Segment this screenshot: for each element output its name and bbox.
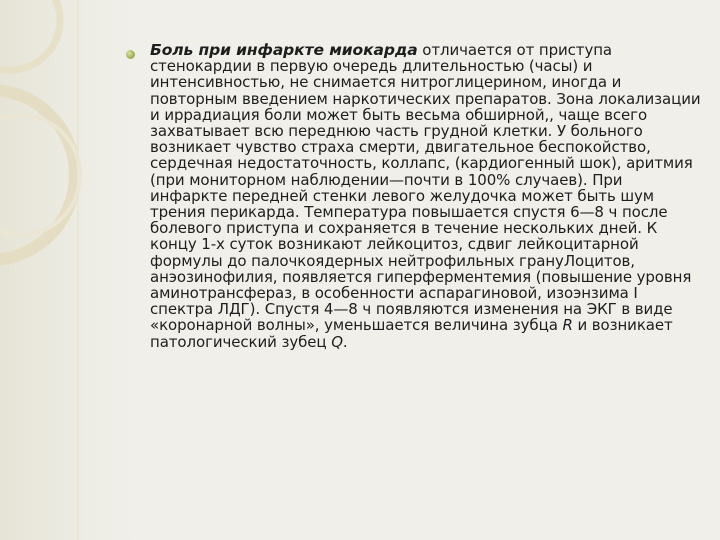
body-text-part2: и возникает патологический зубец [150,316,673,351]
lead-phrase: Боль при инфаркте миокарда [150,41,418,59]
q-wave-letter: Q [331,332,343,351]
body-text-end: . [342,332,348,351]
bullet-item [118,42,703,350]
ornament-circle-top [0,0,60,70]
bullet-text [150,42,703,350]
body-text-part1: отличается от приступа стенокардии в первую очередь длительностью (часы) и интенсивностью, не снимается нитроглицерином, иногда и повторным введением наркотических препаратов. Зона локализации и иррадиация боли может быть весьма обширной,, чаще всего захватывает всю переднюю часть грудной клетки. У больного возникает чувство страха смерти, двигательное беспокойство, сердечная недостаточность, коллапс, (кардиогенный шок), аритмия (при мониторном наблюдении—почти в 100% случаев). При инфаркте передней стенки левого желудочка может быть шум трения перикарда. Температура повышается спустя 6—8 ч после болевого приступа и сохраняется в течение нескольких дней. К концу 1-х суток возникают лейкоцитоз, сдвиг лейкоцитарной формулы до палочкоядерных нейтрофильных грануЛоцитов, анэозинофилия, появляется гиперферментемия (повышение уровня аминотрансфераз, в особенности аспарагиновой, изоэнзима I спектра ЛДГ). Спустя 4—8 ч появляются изменения на ЭКГ в виде «коронарной волны», уменьшается величина зубца [150,41,701,335]
slide-content [118,42,703,350]
round-bullet-icon [126,50,135,59]
r-wave-letter: R [562,316,573,335]
